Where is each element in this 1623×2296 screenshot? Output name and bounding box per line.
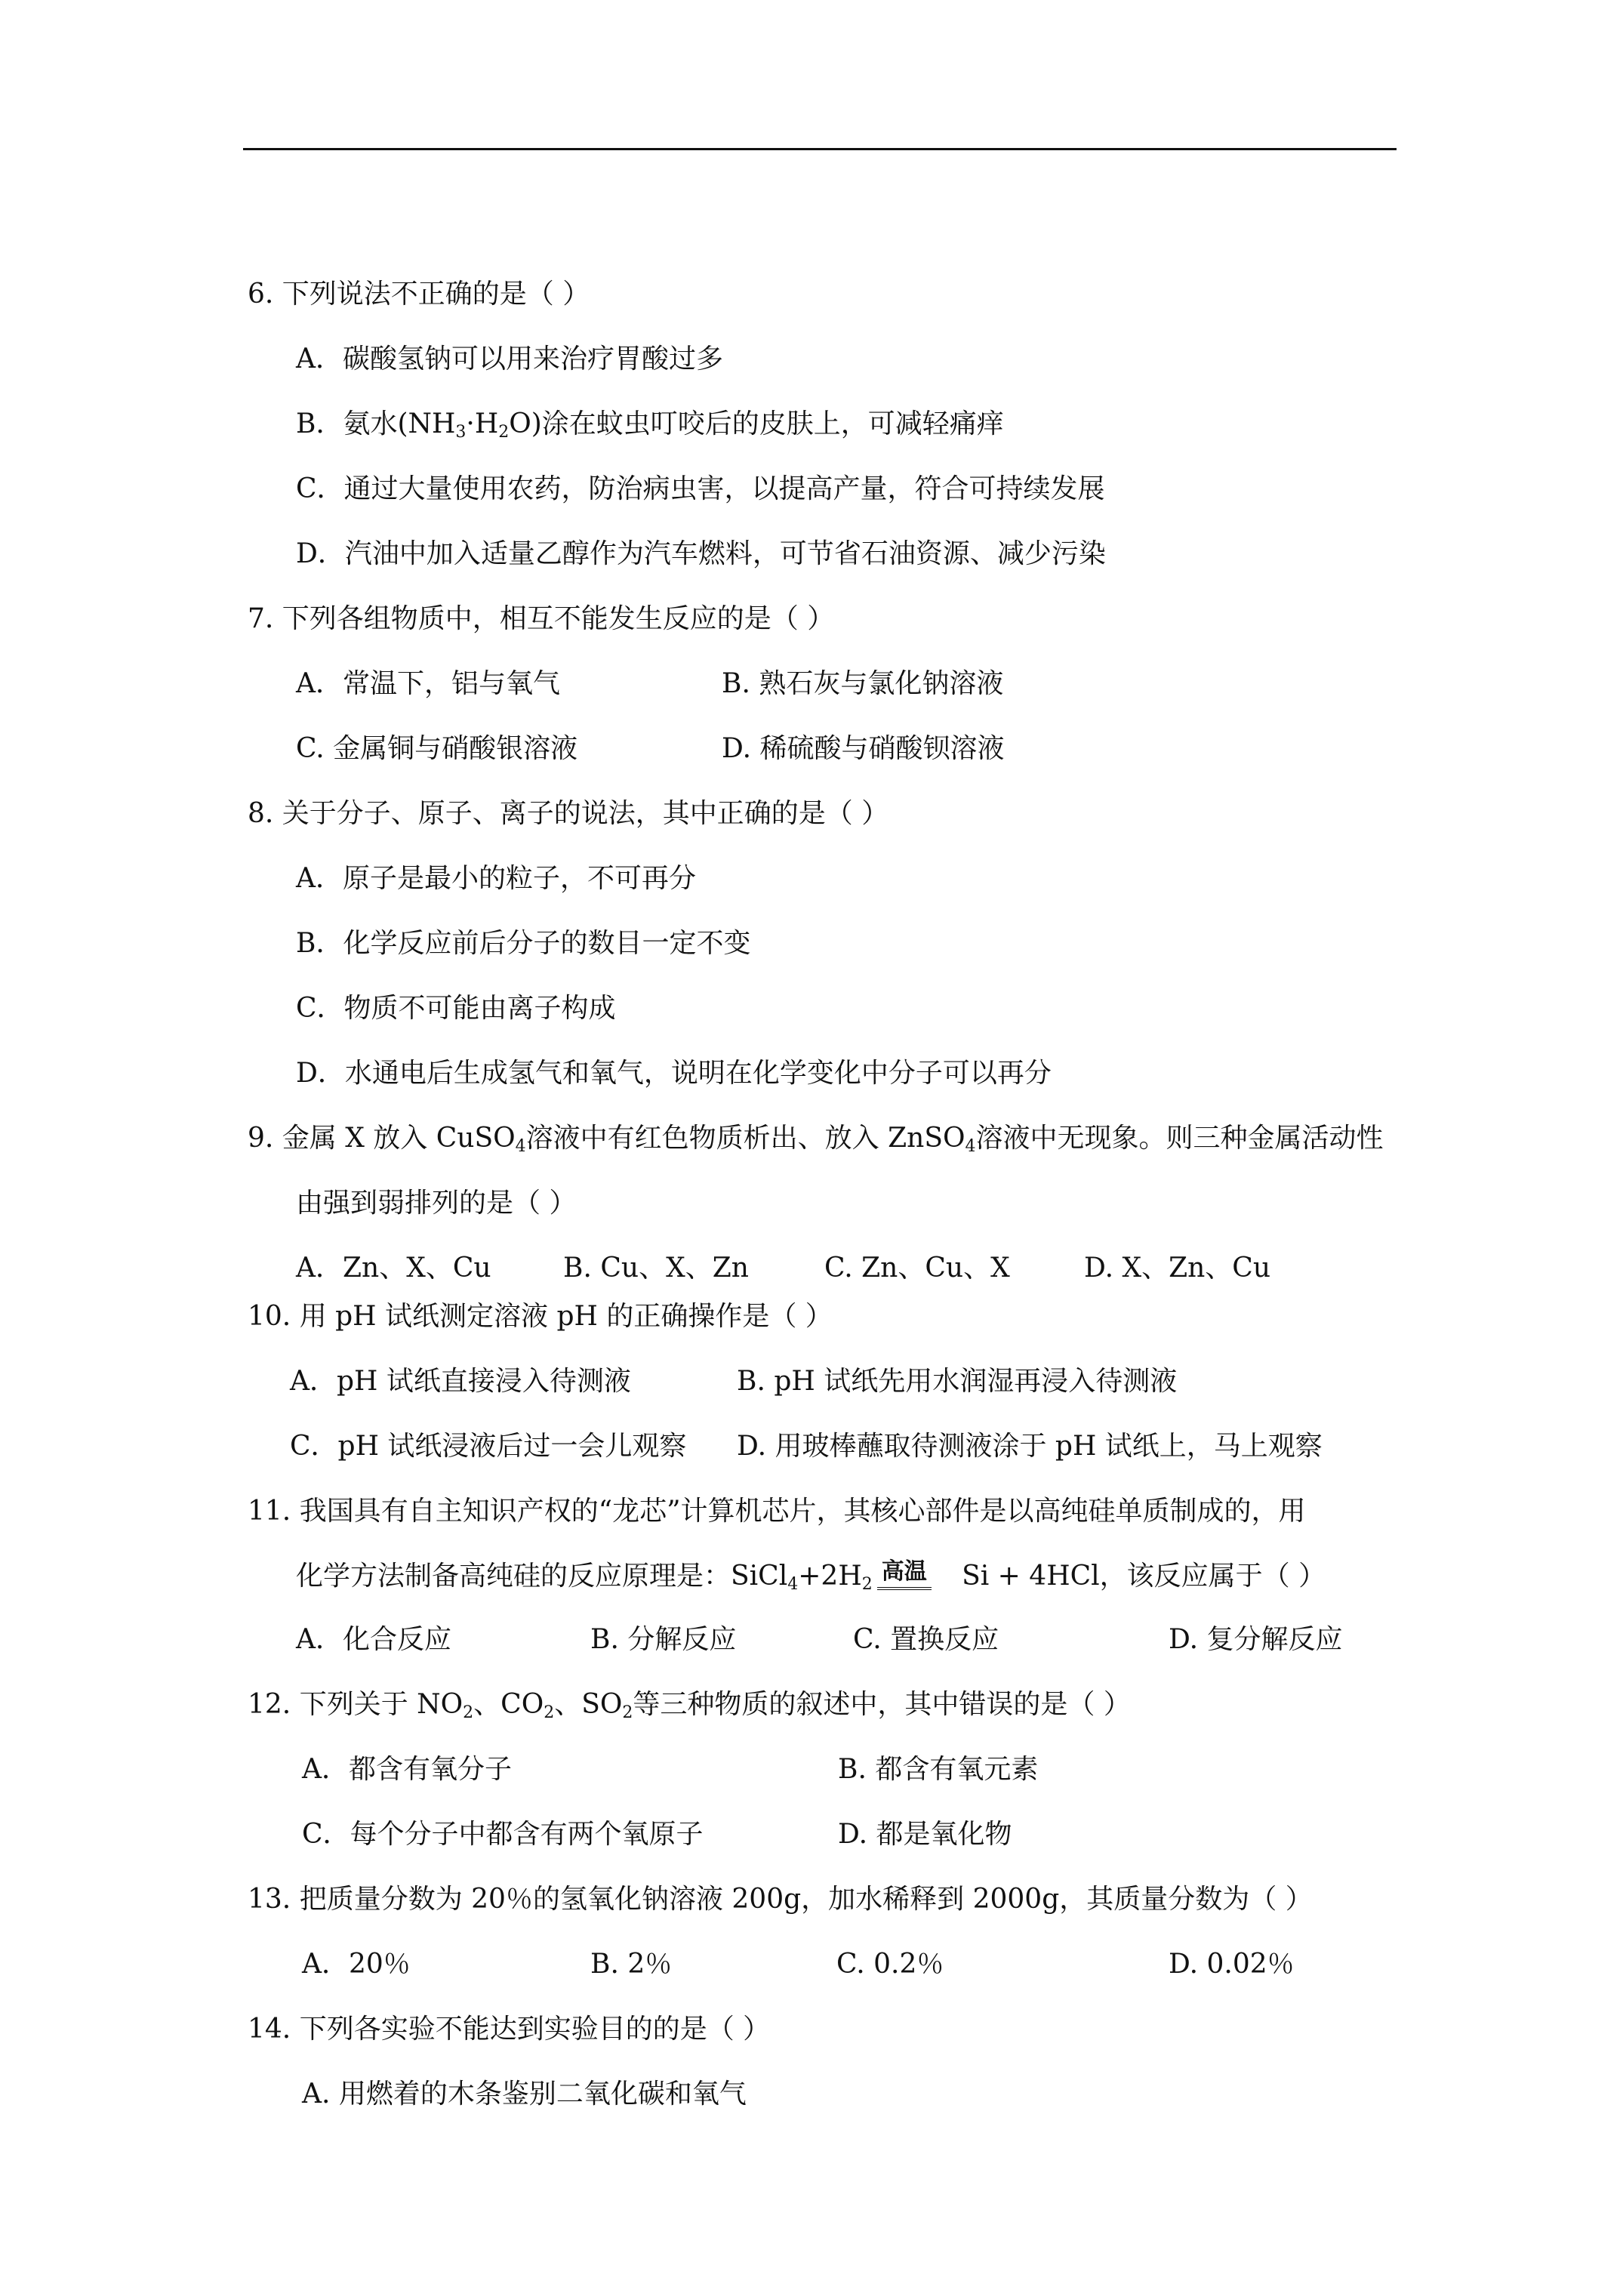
q11-option-b: B. 分解反应: [590, 1624, 737, 1655]
q8-option-b: B．化学反应前后分子的数目一定不变: [296, 928, 751, 959]
q6-option-a: A．碳酸氢钠可以用来治疗胃酸过多: [296, 344, 723, 374]
q13-option-d: D. 0.02％: [1169, 1949, 1295, 1980]
q13-option-b: B. 2％: [590, 1949, 673, 1980]
q10-option-a: A．pH 试纸直接浸入待测液: [290, 1366, 631, 1397]
q8-option-c: C．物质不可能由离子构成: [296, 993, 616, 1024]
q8-option-d: D．水通电后生成氢气和氧气，说明在化学变化中分子可以再分: [296, 1058, 1052, 1089]
q9-option-b: B. Cu、X、Zn: [563, 1253, 749, 1284]
q13-stem: 13. 把质量分数为 20％的氢氧化钠溶液 200g，加水稀释到 2000g，其质量分数为（ ）: [248, 1884, 1313, 1915]
q6-option-c: C．通过大量使用农药，防治病虫害，以提高产量，符合可持续发展: [296, 473, 1105, 504]
q11-stem-continued: 化学方法制备高纯硅的反应原理是：$SiCl_4+2H_2$ $^{高温}$ Si + 4HCl，该反应属于（ ）: [296, 1558, 1326, 1594]
q14-option-a: A. 用燃着的木条鉴别二氧化碳和氧气: [302, 2079, 747, 2110]
q8-stem: 8. 关于分子、原子、离子的说法，其中正确的是（ ）: [248, 798, 889, 829]
q12-stem: 12. 下列关于 $NO_2$、$CO_2$、$SO_2$等三种物质的叙述中，其中错误的是（ ）: [248, 1689, 1131, 1722]
q13-option-c: C. 0.2％: [836, 1949, 944, 1980]
q9-option-d: D. X、Zn、Cu: [1084, 1253, 1271, 1284]
q9-option-c: C. Zn、Cu、X: [824, 1253, 1010, 1284]
q11-option-c: C. 置换反应: [853, 1624, 999, 1655]
q9-stem: 9. 金属 X 放入 CuSO$_4$溶液中有红色物质析出、放入 ZnSO$_4$溶液中无现象。则三种金属活动性: [248, 1123, 1384, 1156]
q12-option-c: C．每个分子中都含有两个氧原子: [302, 1819, 704, 1850]
q9-stem-continued: 由强到弱排列的是（ ）: [296, 1188, 577, 1219]
q11-option-d: D. 复分解反应: [1169, 1624, 1343, 1655]
q10-stem: 10. 用 pH 试纸测定溶液 pH 的正确操作是（ ）: [248, 1301, 833, 1332]
q7-option-b: B. 熟石灰与氯化钠溶液: [722, 668, 1004, 699]
q7-option-c: C. 金属铜与硝酸银溶液: [296, 733, 578, 764]
reaction-condition: 高温: [873, 1560, 936, 1595]
q6-option-b: B．氨水$(NH_3\cdot H_2O)$涂在蚊虫叮咬后的皮肤上，可减轻痛痒: [296, 408, 1004, 442]
q9-option-a: A．Zn、X、Cu: [296, 1253, 491, 1284]
q7-option-d: D. 稀硫酸与硝酸钡溶液: [722, 733, 1005, 764]
q7-option-a: A．常温下，铝与氧气: [296, 668, 560, 699]
q10-option-b: B. pH 试纸先用水润湿再浸入待测液: [737, 1366, 1178, 1397]
q11-stem: 11. 我国具有自主知识产权的“龙芯”计算机芯片，其核心部件是以高纯硅单质制成的，用: [248, 1496, 1306, 1527]
q11-option-a: A．化合反应: [296, 1624, 451, 1655]
q7-stem: 7. 下列各组物质中，相互不能发生反应的是（ ）: [248, 603, 835, 634]
q12-option-b: B. 都含有氧元素: [838, 1754, 1039, 1785]
q14-stem: 14. 下列各实验不能达到实验目的的是（ ）: [248, 2014, 771, 2045]
q12-option-a: A．都含有氧分子: [302, 1754, 512, 1785]
q10-option-d: D. 用玻棒蘸取待测液涂于 pH 试纸上，马上观察: [737, 1431, 1323, 1462]
header-rule: [243, 148, 1397, 150]
q6-option-d: D．汽油中加入适量乙醇作为汽车燃料，可节省石油资源、减少污染: [296, 538, 1106, 569]
q8-option-a: A．原子是最小的粒子，不可再分: [296, 863, 696, 894]
q6-stem: 6. 下列说法不正确的是（ ）: [248, 279, 590, 310]
q12-option-d: D. 都是氧化物: [838, 1819, 1012, 1850]
q13-option-a: A．20％: [302, 1949, 411, 1980]
q10-option-c: C．pH 试纸浸液后过一会儿观察: [290, 1431, 687, 1462]
